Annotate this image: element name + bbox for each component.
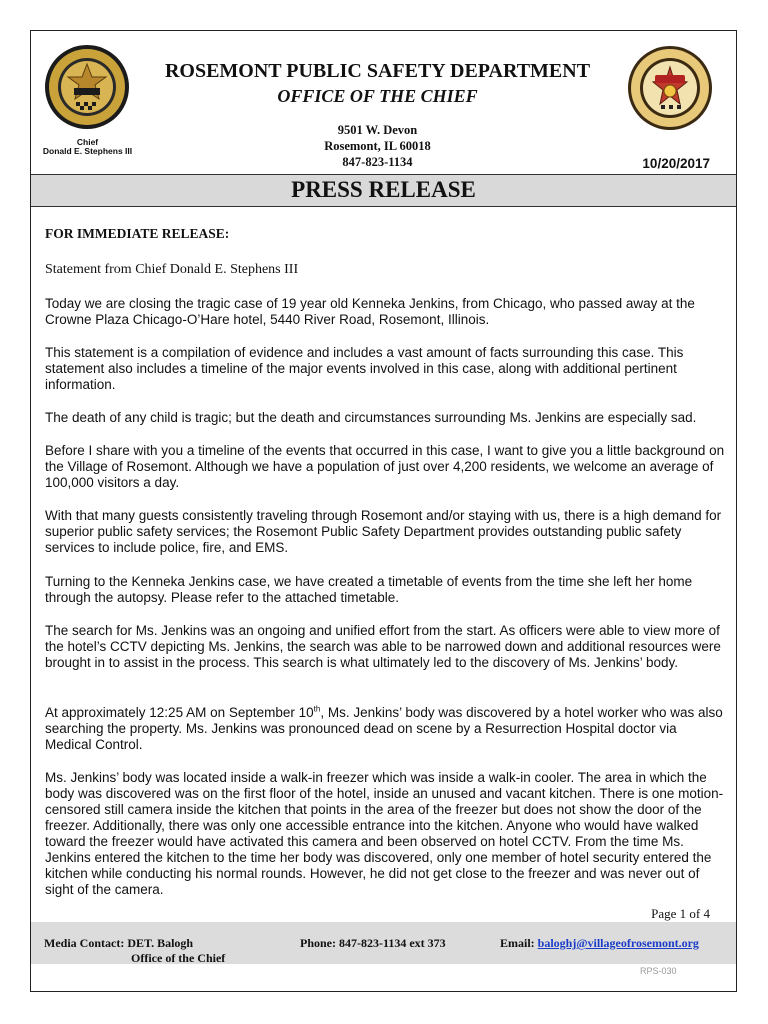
form-code: RPS-030 bbox=[640, 966, 677, 976]
title-bar bbox=[31, 174, 736, 207]
paragraph-5: With that many guests consistently traveling through Rosemont and/or staying with us, there is a high demand for superior public safety services; the Rosemont Public Safety Department provides outstanding public safety services to include police, fire, and EMS. bbox=[45, 508, 722, 555]
address-street: 9501 W. Devon bbox=[337, 123, 418, 137]
release-date: 10/20/2017 bbox=[642, 156, 710, 171]
paragraph-8-end: , Ms. Jenkins’ body was discovered by a hotel worker who was also searching the property. Ms. Jenkins was pronounced dead on scene by a Resurrection Hospital doctor via Medical Control. bbox=[45, 705, 723, 752]
paragraph-8-start: At approximately 12:25 AM on September 10 bbox=[45, 705, 314, 720]
page-number: Page 1 of 4 bbox=[651, 906, 710, 921]
footer-phone: Phone: 847-823-1134 ext 373 bbox=[300, 936, 446, 950]
paragraph-7: The search for Ms. Jenkins was an ongoing and unified effort from the start. As officers were able to view more of the hotel’s CCTV depicting Ms. Jenkins, the search was able to be narrowed down and additional resources were brought in to assist in the process. This search is what ultimately led to the discovery of Ms. Jenkins’ body. bbox=[45, 623, 721, 670]
office-name: OFFICE OF THE CHIEF bbox=[277, 86, 478, 106]
department-name: ROSEMONT PUBLIC SAFETY DEPARTMENT bbox=[164, 60, 591, 82]
statement-line: Statement from Chief Donald E. Stephens III bbox=[45, 262, 299, 277]
media-contact: Media Contact: DET. Balogh bbox=[44, 936, 194, 950]
footer-email-label: Email: bbox=[500, 936, 538, 950]
paragraph-9: Ms. Jenkins’ body was located inside a walk-in freezer which was inside a walk-in cooler. The area in which the body was discovered was on the first floor of the hotel, inside an unused and vacant kitchen. There is one motion-censored still camera inside the kitchen that points in the area of the freezer but does not show the door of the freezer. Additionally, there was only one accessible entrance into the kitchen. Anyone who would have walked toward the freezer would have activated this camera and been observed on hotel CCTV. From the time Ms. Jenkins entered the kitchen to the time her body was discovered, only one member of hotel security entered the kitchen while conducting his normal rounds. However, he did not get close to the freezer and was never out of sight of the camera. bbox=[45, 770, 724, 897]
public-safety-seal-icon bbox=[627, 45, 713, 131]
chief-title: Chief bbox=[76, 137, 99, 147]
paragraph-8 bbox=[45, 705, 725, 753]
chief-name: Donald E. Stephens III bbox=[42, 146, 133, 156]
address-phone: 847-823-1134 bbox=[342, 155, 413, 169]
paragraph-4: Before I share with you a timeline of the events that occurred in this case, I want to give you a little background on the Village of Rosemont. Although we have a population of just over 4,200 residents, we welcome an average of 100,000 visitors a day. bbox=[45, 443, 725, 490]
paragraph-2: This statement is a compilation of evidence and includes a vast amount of facts surrounding this case. This statement also includes a timeline of the major events involved in this case, along with additional pertinent information. bbox=[45, 345, 684, 392]
police-seal-icon bbox=[44, 44, 130, 130]
press-release-title: PRESS RELEASE bbox=[291, 177, 476, 202]
immediate-release-label: FOR IMMEDIATE RELEASE: bbox=[45, 226, 230, 241]
email-link[interactable]: baloghj@villageofrosemont.org bbox=[537, 936, 699, 950]
paragraph-8-sup: th bbox=[313, 704, 321, 714]
paragraph-6: Turning to the Kenneka Jenkins case, we have created a timetable of events from the time she left her home through the autopsy. Please refer to the attached timetable. bbox=[45, 574, 693, 605]
paragraph-1: Today we are closing the tragic case of 19 year old Kenneka Jenkins, from Chicago, who passed away at the Crowne Plaza Chicago-O’Hare hotel, 5440 River Road, Rosemont, Illinois. bbox=[45, 296, 695, 327]
footer-email bbox=[500, 936, 699, 951]
paragraph-3: The death of any child is tragic; but the death and circumstances surrounding Ms. Jenkins are especially sad. bbox=[45, 410, 697, 425]
address-city: Rosemont, IL 60018 bbox=[324, 139, 431, 153]
chief-caption bbox=[30, 138, 145, 156]
footer-office: Office of the Chief bbox=[131, 951, 226, 965]
